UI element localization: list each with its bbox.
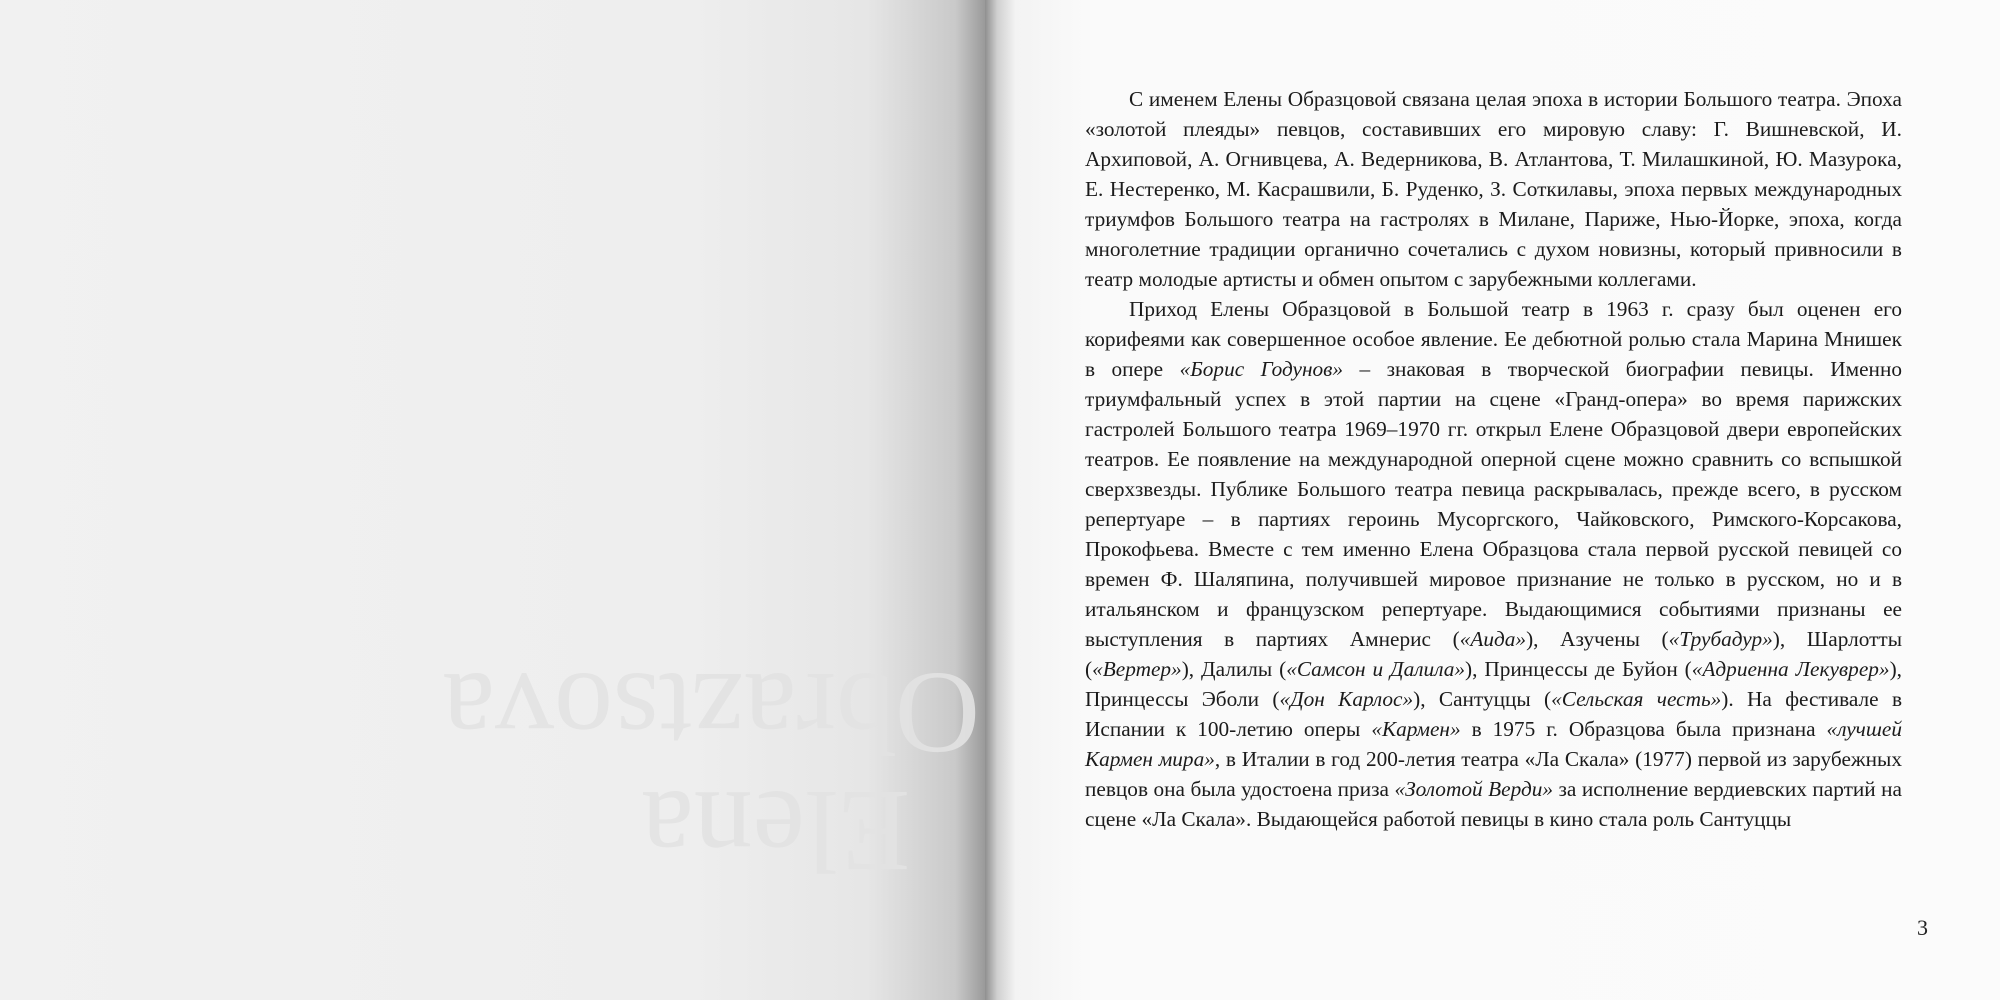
watermark-line-2: Obraztsova <box>442 648 980 779</box>
left-page <box>0 0 985 1000</box>
italic-title: «Самсон и Далила» <box>1286 657 1466 681</box>
italic-title: «Аида» <box>1459 627 1527 651</box>
italic-title: «Дон Карлос» <box>1279 687 1414 711</box>
text-run: ), Далилы ( <box>1181 657 1287 681</box>
italic-title: «Вертер» <box>1092 657 1182 681</box>
right-page <box>985 0 2000 1000</box>
italic-title: «Адриенна Лекуврер» <box>1691 657 1890 681</box>
paragraph-2 <box>1085 294 1902 834</box>
text-run: в 1975 г. Образцова была признана <box>1460 717 1827 741</box>
text-run: ), Шарлотты ( <box>1085 627 1903 681</box>
watermark-title <box>280 640 980 897</box>
italic-title: «Трубадур» <box>1668 627 1773 651</box>
watermark-line-1: Elena <box>641 766 910 897</box>
text-run: Приход Елены Образцовой в Большой театр в 1963 г. сразу был оценен его корифеями как совершенное особое явление. Ее дебютной ролью стала Марина Мнишек в опере <box>1085 297 1902 381</box>
text-run: за исполнение вердиевских партий на сцене «Ла Скала». Выдающейся работой певицы в кино стала роль Сантуццы <box>1085 777 1902 831</box>
italic-title: «Кармен» <box>1371 717 1461 741</box>
italic-title: «Борис Годунов» <box>1179 357 1344 381</box>
italic-title: «Золотой Верди» <box>1394 777 1554 801</box>
text-run: ), Сантуццы ( <box>1413 687 1552 711</box>
text-run: , в Италии в год 200-летия театра «Ла Скала» (1977) первой из зарубежных певцов она была удостоена приза <box>1085 747 1902 801</box>
text-run: ), Принцессы де Буйон ( <box>1465 657 1692 681</box>
text-run: ). На фестивале в Испании к 100-летию оперы <box>1085 687 1903 741</box>
text-run: ), Азучены ( <box>1526 627 1669 651</box>
text-run: – знаковая в творческой биографии певицы. Именно триумфальный успех в этой партии на сцене «Гранд-опера» во время парижских гастролей Большого театра 1969–1970 гг. открыл Елене Образцовой двери европейских театров. Ее появление на международной оперной сцене можно сравнить со вспышкой сверхзвезды. Публике Большого театра певица раскрывалась, прежде всего, в русском репертуаре – в партиях героинь Мусоргского, Чайковского, Римского-Корсакова, Прокофьева. Вместе с тем именно Елена Образцова стала первой русской певицей со времен Ф. Шаляпина, получившей мировое признание не только в русском, но и в итальянском и французском репертуаре. Выдающимися событиями признаны ее выступления в партиях Амнерис ( <box>1085 357 1902 651</box>
italic-title: «Сельская честь» <box>1551 687 1722 711</box>
text-run: ), Принцессы Эболи ( <box>1085 657 1902 711</box>
body-text <box>1085 84 1902 834</box>
italic-title: «лучшей Кармен мира» <box>1085 717 1902 771</box>
paragraph-1: С именем Елены Образцовой связана целая эпоха в истории Большого театра. Эпоха «золотой плеяды» певцов, составивших его мировую славу: Г. Вишневской, И. Архиповой, А. Огнивцева, А. Ведерникова, В. Атлантова, Т. Милашкиной, Ю. Мазурока, Е. Нестеренко, М. Касрашвили, Б. Руденко, З. Соткилавы, эпоха первых международных триумфов Большого театра на гастролях в Милане, Париже, Нью-Йорке, эпоха, когда многолетние традиции органично сочетались с духом новизны, который привносили в театр молодые артисты и обмен опытом с зарубежными коллегами. <box>1085 87 1902 291</box>
page-number: 3 <box>1917 915 1928 940</box>
